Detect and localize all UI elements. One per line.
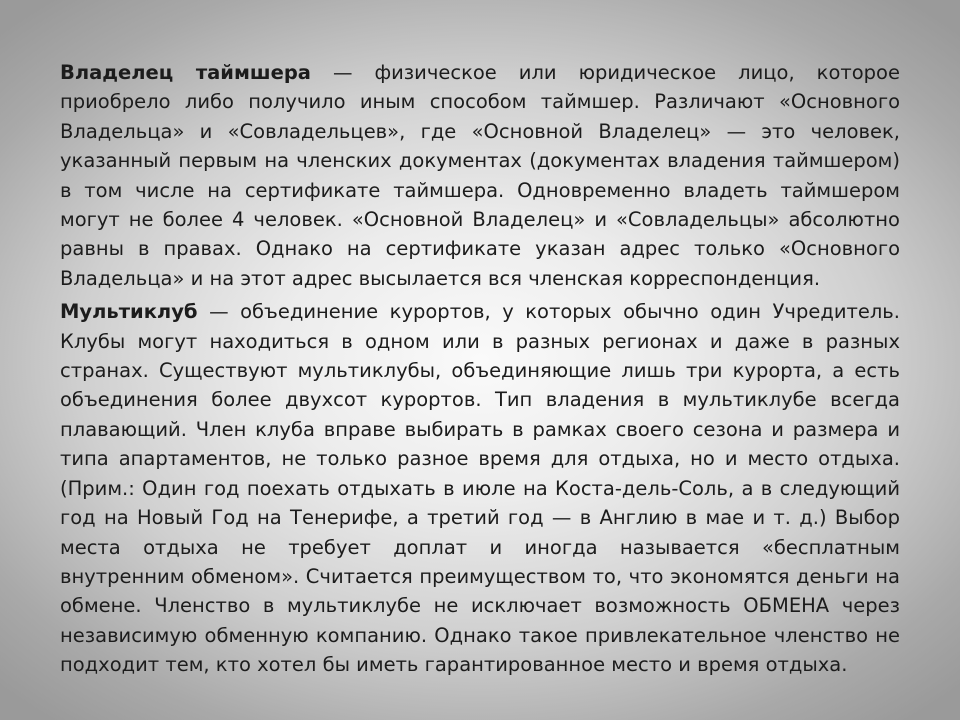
definition-timeshare-owner: — физическое или юридическое лицо, которое приобрело либо получило иным способом таймшер. Различают «Основного Владельца» и «Совладельцев», где «Основной Владелец» — это человек, указанный первым на членских документах (документах владения таймшером) в том числе на сертификате таймшера. Одновременно владеть таймшером могут не более 4 человек. «Основной Владелец» и «Совладельцы» абсолютно равны в правах. Однако на сертификате указан адрес только «Основного Владельца» и на этот адрес высылается вся членская корреспонденция. — [60, 61, 900, 290]
paragraph-multiclub — [60, 297, 900, 679]
definition-multiclub: — объединение курортов, у которых обычно один Учредитель. Клубы могут находиться в одном или в разных регионах и даже в разных странах. Существуют мультиклубы, объединяющие лишь три курорта, а есть объединения более двухсот курортов. Тип владения в мультиклубе всегда плавающий. Член клуба вправе выбирать в рамках своего сезона и размера и типа апартаментов, не только разное время для отдыха, но и место отдыха. (Прим.: Один год поехать отдыхать в июле на Коста-дель-Соль, а в следующий год на Новый Год на Тенерифе, а третий год — в Англию в мае и т. д.) Выбор места отдыха не требует доплат и иногда называется «бесплатным внутренним обменом». Считается преимуществом то, что экономятся деньги на обмене. Членство в мультиклубе не исключает возможность ОБМЕНА через независимую обменную компанию. Однако такое привлекательное членство не подходит тем, кто хотел бы иметь гарантированное место и время отдыха. — [60, 300, 900, 677]
paragraph-timeshare-owner — [60, 58, 900, 293]
term-multiclub: Мультиклуб — [60, 300, 198, 324]
term-timeshare-owner: Владелец таймшера — [60, 61, 311, 84]
slide-body — [60, 58, 900, 680]
